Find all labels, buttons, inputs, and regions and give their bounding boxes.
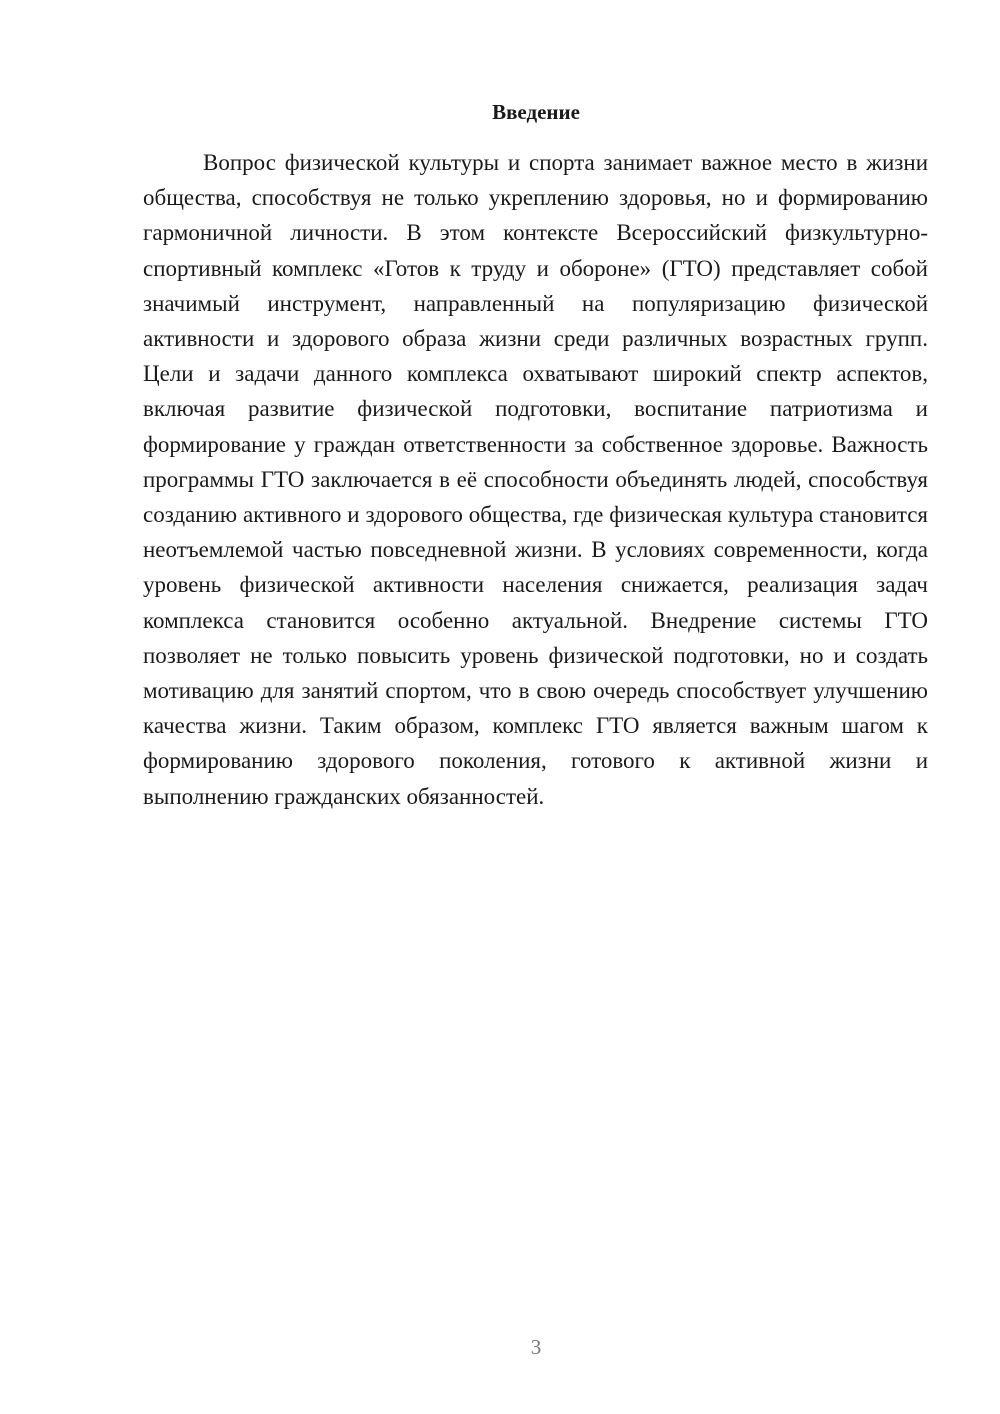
page-title: Введение bbox=[492, 100, 580, 124]
page-number: 3 bbox=[530, 1335, 542, 1359]
body-paragraph: Вопрос физической культуры и спорта занимает важное место в жизни общества, способствуя не только укреплению здоровья, но и формированию гармоничной личности. В этом контексте Всероссийский физкультурно-спортивный комплекс «Готов к труду и обороне» (ГТО) представляет собой значимый инструмент, направленный на популяризацию физической активности и здорового образа жизни среди различных возрастных групп. Цели и задачи данного комплекса охватывают широкий спектр аспектов, включая развитие физической подготовки, воспитание патриотизма и формирование у граждан ответственности за собственное здоровье. Важность программы ГТО заключается в её способности объединять людей, способствуя созданию активного и здорового общества, где физическая культура становится неотъемлемой частью повседневной жизни. В условиях современности, когда уровень физической активности населения снижается, реализация задач комплекса становится особенно актуальной. Внедрение системы ГТО позволяет не только повысить уровень физической подготовки, но и создать мотивацию для занятий спортом, что в свою очередь способствует улучшению качества жизни. Таким образом, комплекс ГТО является важным шагом к формированию здорового поколения, готового к активной жизни и выполнению гражданских обязанностей. bbox=[143, 150, 928, 809]
